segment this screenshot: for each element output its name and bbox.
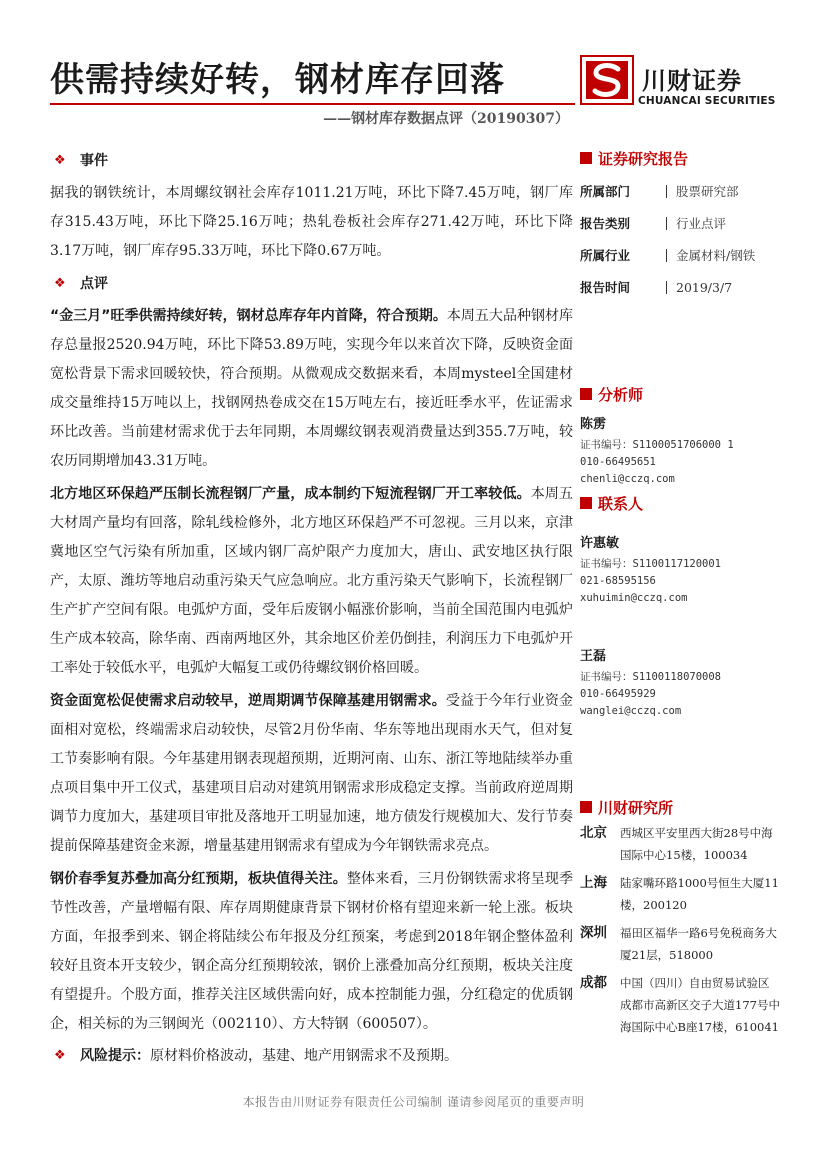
office-city: 成都 xyxy=(580,975,607,991)
page-footer: 本报告由川财证券有限责任公司编制 谨请参阅尾页的重要声明 xyxy=(242,1095,585,1109)
meta-key: 所属部门 xyxy=(580,184,631,199)
logo-name-cn: 川财证券 xyxy=(642,67,742,95)
sidebar-heading-contact: 联系人 xyxy=(580,492,780,514)
risk-text: 原材料价格波动，基建、地产用钢需求不及预期。 xyxy=(150,1048,458,1064)
meta-value: 股票研究部 xyxy=(676,184,739,199)
comment-body: 本周五大材周产量均有回落，除轧线检修外，北方地区环保趋严不可忽视。三月以来，京津冀地区空气污染有所加重，区域内钢厂高炉限产力度加大，唐山、武安地区执行限产，太原、潍坊等地启动重污染天气应急响应。北方重污染天气影响下，长流程钢厂生产扩产空间有限。电弧炉方面，受年后废钢小幅涨价影响，当前全国范围内电弧炉生产成本较高，除华南、西南两地区外，其余地区价差仍倒挂，利润压力下电弧炉开工率处于较低水平，电弧炉大幅复工或仍待螺纹钢价格回暖。 xyxy=(50,486,574,676)
meta-row-category xyxy=(580,207,780,239)
contact-cert: 证书编号：S1100118070008 xyxy=(580,671,722,683)
comment-paragraph xyxy=(50,480,573,683)
contact-phone: 021-68595156 xyxy=(580,575,656,587)
header-divider xyxy=(50,103,575,105)
square-bullet-icon xyxy=(580,497,592,509)
contact-phone: 010-66495929 xyxy=(580,688,656,700)
meta-divider xyxy=(666,217,667,230)
meta-value: 2019/3/7 xyxy=(676,279,733,295)
meta-key: 所属行业 xyxy=(580,248,631,263)
meta-key: 报告时间 xyxy=(580,280,631,295)
square-bullet-icon xyxy=(580,152,592,164)
meta-divider xyxy=(666,281,667,294)
square-bullet-icon xyxy=(580,801,592,813)
meta-divider xyxy=(666,249,667,262)
section-heading-comment xyxy=(50,270,573,296)
comment-paragraph xyxy=(50,302,573,476)
contact-name: 王磊 xyxy=(580,649,607,664)
office-address: 西城区平安里西大街28号中海国际中心15楼，100034 xyxy=(620,826,773,862)
meta-value: 金属材料/钢铁 xyxy=(676,248,756,263)
comment-lead: “金三月”旺季供需持续好转，钢材总库存年内首降，符合预期。 xyxy=(50,308,447,324)
comment-paragraph xyxy=(50,687,573,861)
office-city: 上海 xyxy=(580,875,607,891)
logo-mark-icon xyxy=(580,55,634,105)
office-city: 北京 xyxy=(580,825,607,841)
contact-card xyxy=(580,532,780,607)
meta-row-date xyxy=(580,271,780,303)
event-paragraph: 据我的钢铁统计，本周螺纹钢社会库存1011.21万吨，环比下降7.45万吨，钢厂库存315.43万吨，环比下降25.16万吨；热轧卷板社会库存271.42万吨，环比下降3.17万吨，钢厂库存95.33万吨，环比下降0.67万吨。 xyxy=(50,185,573,259)
sidebar-heading-institute: 川财研究所 xyxy=(580,796,780,818)
office-chengdu xyxy=(580,972,780,1038)
diamond-bullet-icon: ❖ xyxy=(54,152,66,168)
contact-email[interactable]: xuhuimin@cczq.com xyxy=(580,592,688,604)
section-heading-label: 点评 xyxy=(80,276,108,292)
contact-name: 许惠敏 xyxy=(580,536,620,551)
risk-notice xyxy=(50,1043,573,1069)
diamond-bullet-icon: ❖ xyxy=(54,275,66,291)
report-title: 供需持续好转，钢材库存回落 xyxy=(50,60,505,100)
contact-cert: 证书编号：S1100117120001 xyxy=(580,558,722,570)
analyst-email[interactable]: chenli@cczq.com xyxy=(580,473,675,485)
section-heading-label: 事件 xyxy=(80,153,108,169)
office-shenzhen xyxy=(580,922,780,966)
section-heading-event xyxy=(50,147,573,173)
comment-lead: 钢价春季复苏叠加高分红预期，板块值得关注。 xyxy=(50,871,347,887)
comment-body: 受益于今年行业资金面相对宽松，终端需求启动较快，尽管2月份华南、华东等地出现雨水天气，但对复工节奏影响有限。今年基建用钢表现超预期，近期河南、山东、浙江等地陆续举办重点项目集中开工仪式，基建项目启动对建筑用钢需求形成稳定支撑。当前政府逆周期调节力度加大，基建项目审批及落地开工明显加速，地方债发行规模加大、发行节奏提前保障基建资金来源，增量基建用钢需求有望成为今年钢铁需求亮点。 xyxy=(50,693,574,854)
contact-email[interactable]: wanglei@cczq.com xyxy=(580,705,682,717)
main-content xyxy=(50,147,573,1069)
meta-value: 行业点评 xyxy=(676,216,727,231)
analyst-name: 陈雳 xyxy=(580,417,607,432)
meta-row-industry xyxy=(580,239,780,271)
analyst-card xyxy=(580,413,780,488)
sidebar-heading-report: 证券研究报告 xyxy=(580,147,780,169)
risk-label: 风险提示： xyxy=(80,1048,150,1064)
office-address: 陆家嘴环路1000号恒生大厦11楼，200120 xyxy=(620,876,779,912)
logo-name-en: CHUANCAI SECURITIES xyxy=(638,95,776,107)
comment-body: 本周五大品种钢材库存总量报2520.94万吨，环比下降53.89万吨，实现今年以来首次下降，反映资金面宽松背景下需求回暖较快，符合预期。从微观成交数据来看，本周mysteel全国建材成交量维持15万吨以上，找钢网热卷成交在15万吨左右，接近旺季水平，佐证需求环比改善。当前建材需求优于去年同期，本周螺纹钢表观消费量达到355.7万吨，较农历同期增加43.31万吨。 xyxy=(50,308,574,469)
comment-lead: 北方地区环保趋严压制长流程钢厂产量，成本制约下短流程钢厂开工率较低。 xyxy=(50,486,531,502)
comment-paragraph xyxy=(50,865,573,1039)
office-address: 中国（四川）自由贸易试验区成都市高新区交子大道177号中海国际中心B座17楼，610041 xyxy=(620,976,780,1034)
analyst-phone: 010-66495651 xyxy=(580,456,656,468)
comment-body: 整体来看，三月份钢铁需求将呈现季节性改善，产量增幅有限、库存周期健康背景下钢材价格有望迎来新一轮上涨。板块方面，年报季到来、钢企将陆续公布年报及分红预案，考虑到2018年钢企整体盈利较好且资本开支较少，钢企高分红预期较浓，钢价上涨叠加高分红预期，板块关注度有望提升。个股方面，推荐关注区域供需向好，成本控制能力强，分红稳定的优质钢企，相关标的为三钢闽光（002110）、方大特钢（600507）。 xyxy=(50,871,574,1032)
office-city: 深圳 xyxy=(580,925,607,941)
company-logo xyxy=(580,55,780,110)
sidebar-heading-analyst: 分析师 xyxy=(580,383,780,405)
comment-lead: 资金面宽松促使需求启动较早，逆周期调节保障基建用钢需求。 xyxy=(50,693,446,709)
office-shanghai xyxy=(580,872,780,916)
office-beijing xyxy=(580,822,780,866)
square-bullet-icon xyxy=(580,388,592,400)
office-address: 福田区福华一路6号免税商务大厦21层，518000 xyxy=(620,926,777,962)
meta-divider xyxy=(666,185,667,198)
sidebar xyxy=(580,147,780,1044)
meta-row-department xyxy=(580,175,780,207)
analyst-cert: 证书编号：S1100051706000 1 xyxy=(580,439,734,451)
diamond-bullet-icon: ❖ xyxy=(54,1048,66,1063)
contact-card xyxy=(580,645,780,720)
report-subtitle: ——钢材库存数据点评（20190307） xyxy=(323,111,569,127)
meta-key: 报告类别 xyxy=(580,216,631,231)
